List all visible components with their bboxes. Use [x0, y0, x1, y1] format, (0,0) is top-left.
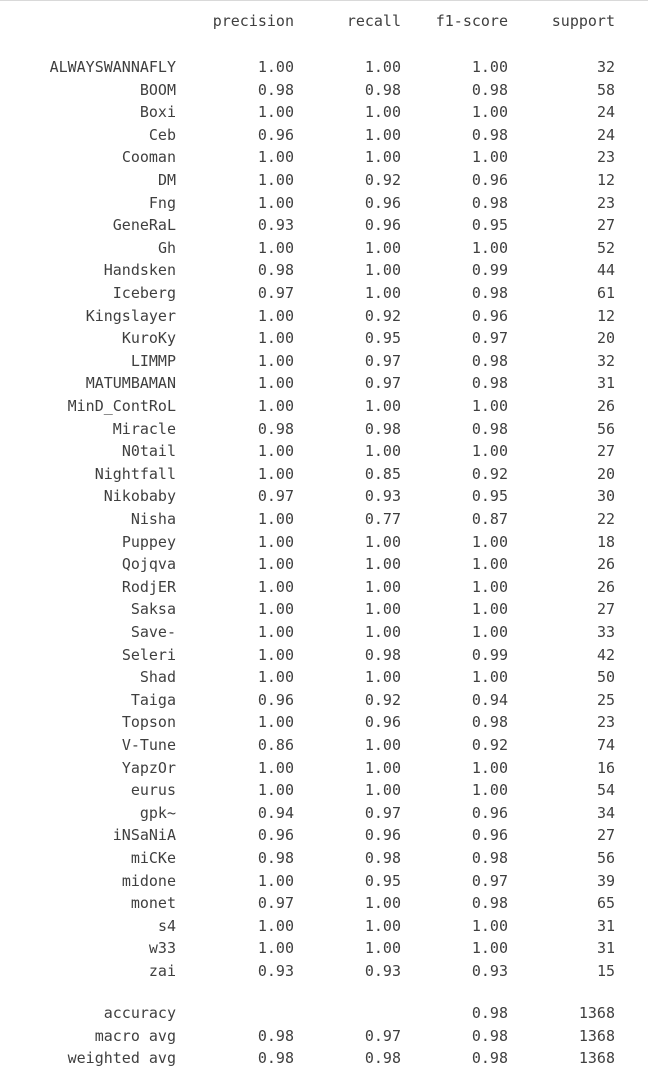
support-cell: 1368: [578, 1049, 615, 1068]
precision-cell: 1.00: [257, 351, 294, 370]
precision-cell: 0.93: [257, 962, 294, 980]
row-label: Fng: [148, 193, 176, 212]
row-label: GeneRaL: [112, 216, 176, 235]
precision-cell: 1.00: [257, 148, 294, 167]
f1-score-cell: 1.00: [471, 397, 508, 415]
f1-score-cell: 1.00: [471, 623, 508, 641]
f1-score-cell: 0.94: [471, 690, 508, 709]
precision-cell: 1.00: [257, 623, 294, 641]
f1-score-cell: 0.98: [471, 894, 508, 913]
recall-cell: 0.97: [364, 374, 401, 393]
recall-cell: 0.98: [364, 645, 401, 664]
f1-score-cell: 1.00: [471, 600, 508, 619]
f1-score-cell: 1.00: [471, 532, 508, 551]
f1-score-cell: 0.92: [471, 736, 508, 754]
precision-cell: 0.94: [257, 803, 294, 822]
recall-cell: 0.96: [364, 713, 401, 732]
support-cell: 27: [596, 216, 615, 235]
header-precision: precision: [212, 12, 294, 30]
row-label: ALWAYSWANNAFLY: [49, 58, 176, 76]
f1-score-cell: 1.00: [471, 148, 508, 167]
precision-cell: 1.00: [257, 58, 294, 76]
f1-score-cell: 0.96: [471, 826, 508, 845]
precision-cell: 1.00: [257, 758, 294, 777]
support-cell: 52: [596, 238, 615, 257]
f1-score-cell: 1.00: [471, 58, 508, 76]
precision-cell: 0.98: [257, 1049, 294, 1068]
support-cell: 15: [596, 962, 615, 980]
recall-cell: 1.00: [364, 555, 401, 574]
precision-cell: 0.98: [257, 849, 294, 867]
recall-cell: 0.92: [364, 690, 401, 709]
row-label: w33: [148, 939, 176, 958]
recall-cell: 0.98: [364, 1049, 401, 1068]
precision-cell: 1.00: [257, 781, 294, 800]
row-label: Topson: [121, 713, 176, 732]
precision-cell: 1.00: [257, 600, 294, 619]
precision-cell: 1.00: [257, 713, 294, 732]
f1-score-cell: 1.00: [471, 103, 508, 122]
row-label: Cooman: [121, 148, 176, 167]
precision-cell: 1.00: [257, 510, 294, 528]
precision-cell: 0.97: [257, 487, 294, 506]
recall-cell: 1.00: [364, 781, 401, 800]
support-cell: 20: [596, 329, 615, 348]
recall-cell: 0.96: [364, 216, 401, 235]
row-label: Handsken: [103, 261, 176, 280]
recall-cell: 1.00: [364, 397, 401, 415]
row-label: Ceb: [148, 125, 176, 144]
support-cell: 74: [596, 736, 615, 754]
precision-cell: 1.00: [257, 532, 294, 551]
f1-score-cell: 1.00: [471, 668, 508, 687]
f1-score-cell: 0.98: [471, 193, 508, 212]
recall-cell: 0.98: [364, 849, 401, 867]
precision-cell: 0.97: [257, 894, 294, 913]
recall-cell: 1.00: [364, 148, 401, 167]
row-label: Iceberg: [112, 284, 176, 302]
recall-cell: 0.92: [364, 306, 401, 325]
f1-score-cell: 0.98: [471, 351, 508, 370]
support-cell: 16: [596, 758, 615, 777]
recall-cell: 0.95: [364, 329, 401, 348]
f1-score-cell: 0.98: [471, 1049, 508, 1068]
support-cell: 26: [596, 577, 615, 596]
support-cell: 23: [596, 193, 615, 212]
support-cell: 44: [596, 261, 615, 280]
precision-cell: 1.00: [257, 103, 294, 122]
support-cell: 31: [596, 374, 615, 393]
precision-cell: 0.98: [257, 419, 294, 438]
precision-cell: 0.98: [257, 261, 294, 280]
recall-cell: 1.00: [364, 125, 401, 144]
f1-score-cell: 0.96: [471, 171, 508, 189]
precision-cell: 1.00: [257, 397, 294, 415]
support-cell: 27: [596, 600, 615, 619]
f1-score-cell: 0.97: [471, 871, 508, 890]
precision-cell: 0.96: [257, 826, 294, 845]
row-label: Puppey: [121, 532, 176, 551]
f1-score-cell: 0.98: [471, 80, 508, 99]
support-cell: 22: [596, 510, 615, 528]
row-label: BOOM: [139, 80, 176, 99]
row-label: macro avg: [94, 1026, 176, 1045]
f1-score-cell: 0.96: [471, 306, 508, 325]
header-f1-score: f1-score: [435, 12, 508, 30]
precision-cell: 0.86: [257, 736, 294, 754]
support-cell: 61: [596, 284, 615, 302]
support-cell: 1368: [578, 1004, 615, 1022]
row-label: Miracle: [112, 419, 176, 438]
support-cell: 39: [596, 871, 615, 890]
recall-cell: 1.00: [364, 103, 401, 122]
precision-cell: 0.98: [257, 1026, 294, 1045]
row-label: midone: [121, 871, 176, 890]
f1-score-cell: 0.92: [471, 464, 508, 483]
recall-cell: 1.00: [364, 284, 401, 302]
support-cell: 31: [596, 939, 615, 958]
row-label: MATUMBAMAN: [85, 374, 176, 393]
recall-cell: 1.00: [364, 442, 401, 461]
header-support: support: [551, 12, 615, 30]
recall-cell: 0.98: [364, 419, 401, 438]
f1-score-cell: 0.95: [471, 487, 508, 506]
support-cell: 23: [596, 713, 615, 732]
row-label: Nightfall: [94, 464, 176, 483]
f1-score-cell: 0.97: [471, 329, 508, 348]
f1-score-cell: 1.00: [471, 238, 508, 257]
recall-cell: 1.00: [364, 58, 401, 76]
support-cell: 26: [596, 397, 615, 415]
precision-cell: 1.00: [257, 871, 294, 890]
f1-score-cell: 0.98: [471, 1004, 508, 1022]
row-label: Saksa: [130, 600, 176, 619]
f1-score-cell: 0.96: [471, 803, 508, 822]
row-label: Nisha: [130, 510, 176, 528]
row-label: N0tail: [121, 442, 176, 461]
precision-cell: 0.93: [257, 216, 294, 235]
recall-cell: 1.00: [364, 238, 401, 257]
f1-score-cell: 1.00: [471, 577, 508, 596]
row-label: iNSaNiA: [112, 826, 176, 845]
precision-cell: 1.00: [257, 916, 294, 935]
support-cell: 31: [596, 916, 615, 935]
recall-cell: 1.00: [364, 532, 401, 551]
recall-cell: 0.93: [364, 962, 401, 980]
recall-cell: 0.92: [364, 171, 401, 189]
recall-cell: 1.00: [364, 577, 401, 596]
f1-score-cell: 0.98: [471, 125, 508, 144]
row-label: gpk~: [139, 803, 176, 822]
recall-cell: 0.85: [364, 464, 401, 483]
recall-cell: 1.00: [364, 623, 401, 641]
row-label: miCKe: [130, 849, 176, 867]
f1-score-cell: 0.99: [471, 645, 508, 664]
recall-cell: 0.95: [364, 871, 401, 890]
support-cell: 12: [596, 306, 615, 325]
support-cell: 33: [596, 623, 615, 641]
precision-cell: 0.97: [257, 284, 294, 302]
support-cell: 56: [596, 419, 615, 438]
f1-score-cell: 0.98: [471, 419, 508, 438]
f1-score-cell: 0.98: [471, 284, 508, 302]
header-recall: recall: [346, 12, 401, 30]
support-cell: 54: [596, 781, 615, 800]
precision-cell: 1.00: [257, 193, 294, 212]
recall-cell: 1.00: [364, 939, 401, 958]
support-cell: 25: [596, 690, 615, 709]
f1-score-cell: 0.98: [471, 713, 508, 732]
f1-score-cell: 0.87: [471, 510, 508, 528]
row-label: eurus: [130, 781, 176, 800]
precision-cell: 1.00: [257, 555, 294, 574]
precision-cell: 1.00: [257, 577, 294, 596]
support-cell: 34: [596, 803, 615, 822]
support-cell: 12: [596, 171, 615, 189]
row-label: Gh: [157, 238, 176, 257]
row-label: s4: [157, 916, 176, 935]
support-cell: 23: [596, 148, 615, 167]
recall-cell: 1.00: [364, 894, 401, 913]
f1-score-cell: 0.93: [471, 962, 508, 980]
recall-cell: 0.77: [364, 510, 401, 528]
recall-cell: 1.00: [364, 916, 401, 935]
row-label: weighted avg: [67, 1049, 176, 1068]
f1-score-cell: 0.99: [471, 261, 508, 280]
recall-cell: 1.00: [364, 736, 401, 754]
f1-score-cell: 0.98: [471, 849, 508, 867]
support-cell: 32: [596, 58, 615, 76]
f1-score-cell: 1.00: [471, 781, 508, 800]
precision-cell: 1.00: [257, 464, 294, 483]
row-label: DM: [157, 171, 176, 189]
f1-score-cell: 1.00: [471, 939, 508, 958]
support-cell: 56: [596, 849, 615, 867]
precision-cell: 1.00: [257, 668, 294, 687]
recall-cell: 0.98: [364, 80, 401, 99]
precision-cell: 0.98: [257, 80, 294, 99]
support-cell: 24: [596, 103, 615, 122]
row-label: Qojqva: [121, 555, 176, 574]
recall-cell: 1.00: [364, 261, 401, 280]
precision-cell: 1.00: [257, 939, 294, 958]
header-row: [0, 10, 615, 32]
row-label: Shad: [139, 668, 176, 687]
recall-cell: 0.97: [364, 351, 401, 370]
recall-cell: 0.96: [364, 826, 401, 845]
precision-cell: 0.96: [257, 690, 294, 709]
support-cell: 27: [596, 826, 615, 845]
support-cell: 32: [596, 351, 615, 370]
row-label: accuracy: [103, 1004, 176, 1022]
f1-score-cell: 1.00: [471, 916, 508, 935]
precision-cell: 1.00: [257, 374, 294, 393]
row-label: monet: [130, 894, 176, 913]
row-label: YapzOr: [121, 758, 176, 777]
f1-score-cell: 0.95: [471, 216, 508, 235]
f1-score-cell: 1.00: [471, 758, 508, 777]
support-cell: 58: [596, 80, 615, 99]
row-label: Boxi: [139, 103, 176, 122]
row-label: Taiga: [130, 690, 176, 709]
precision-cell: 1.00: [257, 329, 294, 348]
row-label: Save-: [130, 623, 176, 641]
precision-cell: 1.00: [257, 645, 294, 664]
recall-cell: 0.96: [364, 193, 401, 212]
row-label: MinD_ContRoL: [67, 397, 176, 415]
support-cell: 26: [596, 555, 615, 574]
precision-cell: 0.96: [257, 125, 294, 144]
precision-cell: 1.00: [257, 442, 294, 461]
row-label: Kingslayer: [85, 306, 176, 325]
recall-cell: 1.00: [364, 668, 401, 687]
precision-cell: 1.00: [257, 238, 294, 257]
row-label: zai: [148, 962, 176, 980]
row-label: Seleri: [121, 645, 176, 664]
f1-score-cell: 1.00: [471, 442, 508, 461]
row-label: LIMMP: [130, 351, 176, 370]
row-label: V-Tune: [121, 736, 176, 754]
f1-score-cell: 0.98: [471, 374, 508, 393]
recall-cell: 0.97: [364, 1026, 401, 1045]
row-label: Nikobaby: [103, 487, 176, 506]
precision-cell: 1.00: [257, 171, 294, 189]
f1-score-cell: 0.98: [471, 1026, 508, 1045]
support-cell: 1368: [578, 1026, 615, 1045]
support-cell: 30: [596, 487, 615, 506]
support-cell: 42: [596, 645, 615, 664]
precision-cell: 1.00: [257, 306, 294, 325]
row-label: KuroKy: [121, 329, 176, 348]
support-cell: 65: [596, 894, 615, 913]
recall-cell: 0.97: [364, 803, 401, 822]
support-cell: 27: [596, 442, 615, 461]
recall-cell: 0.93: [364, 487, 401, 506]
support-cell: 50: [596, 668, 615, 687]
support-cell: 24: [596, 125, 615, 144]
f1-score-cell: 1.00: [471, 555, 508, 574]
recall-cell: 1.00: [364, 758, 401, 777]
row-label: RodjER: [121, 577, 176, 596]
support-cell: 20: [596, 464, 615, 483]
recall-cell: 1.00: [364, 600, 401, 619]
support-cell: 18: [596, 532, 615, 551]
